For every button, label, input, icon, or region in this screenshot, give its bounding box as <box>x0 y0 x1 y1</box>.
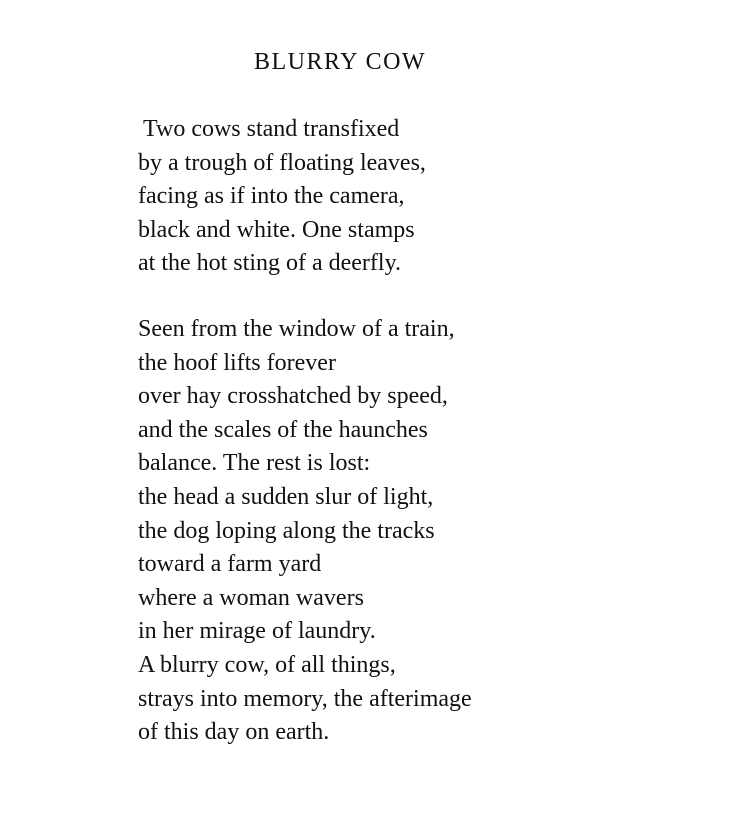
poem-title: BLURRY COW <box>253 49 427 75</box>
poem-line: in her mirage of laundry. <box>138 618 376 645</box>
poem-line: and the scales of the haunches <box>138 416 428 443</box>
stanza-2 <box>138 313 472 750</box>
poem-line: strays into memory, the afterimage <box>138 685 472 712</box>
poem-line: over hay crosshatched by speed, <box>138 383 448 410</box>
poem-line: where a woman wavers <box>138 584 364 611</box>
poem-line: Two cows stand transfixed <box>143 116 400 142</box>
poem-line: of this day on earth. <box>138 719 330 746</box>
stanza-1 <box>138 113 426 281</box>
poem-line: toward a farm yard <box>138 551 322 578</box>
poem-line: the hoof lifts forever <box>138 349 336 376</box>
poem-line: facing as if into the camera, <box>138 183 405 210</box>
poem-line: black and white. One stamps <box>138 216 415 243</box>
poem-line: by a trough of floating leaves, <box>138 149 426 176</box>
poem-line: at the hot sting of a deerfly. <box>138 250 402 277</box>
poem-line: the dog loping along the tracks <box>138 517 435 544</box>
poem-line: balance. The rest is lost: <box>138 450 371 477</box>
poem-line: A blurry cow, of all things, <box>138 651 396 678</box>
poem-line: Seen from the window of a train, <box>138 316 455 342</box>
poem-line: the head a sudden slur of light, <box>138 483 434 510</box>
